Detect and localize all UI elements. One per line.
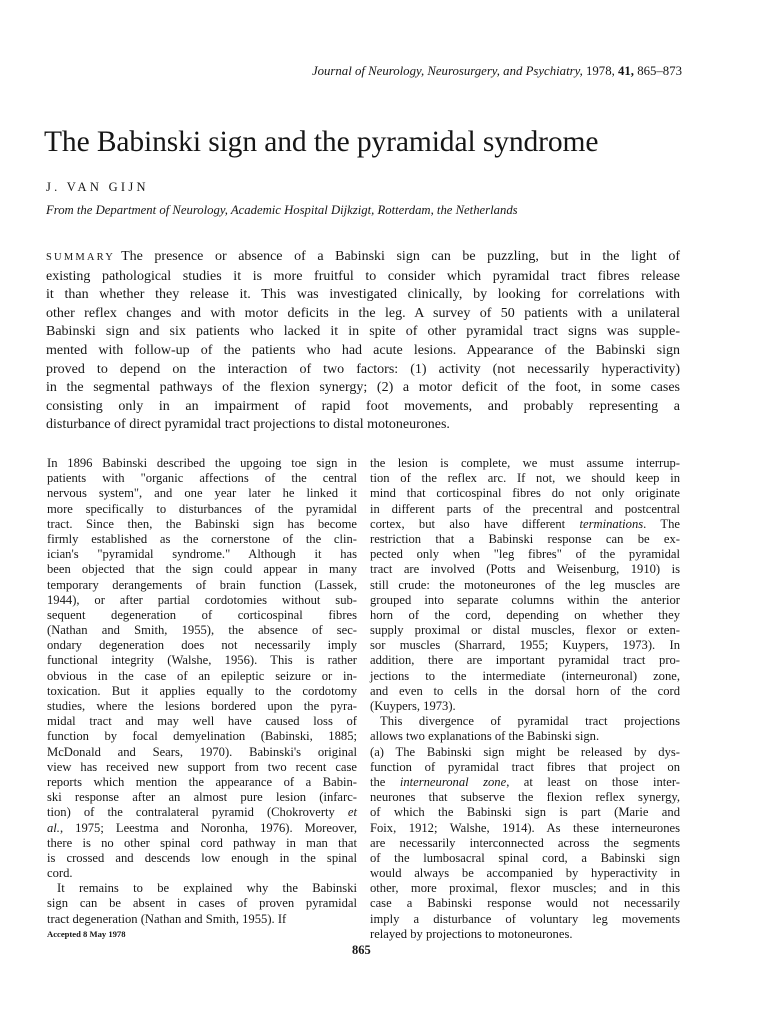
body-text-line: allows two explanations of the Babinski sign. [370,729,600,744]
summary-line: Babinski sign and six patients who lacked it in spite of other pyramidal tract signs was supple- [46,324,680,340]
body-text-line: 1944), or after partial cordotomies without sub- [47,592,357,607]
summary-line: other reflex changes and with motor deficits in the leg. A survey of 50 patients with a unilateral [46,305,680,321]
body-text-line: addition, there are important pyramidal tract pro- [370,653,680,668]
body-text-line: the interneuronal zone, at least on those inter- [370,774,680,789]
body-text-line: view has received new support from two recent case [47,759,357,774]
journal-name: Journal of Neurology, Neurosurgery, and Psychiatry, [311,64,583,78]
body-text-line: ondary degeneration does not necessarily imply [47,638,357,653]
body-text-line: horn of the cord, depending on whether they [370,607,680,622]
body-text-line: of which the Babinski sign is part (Marie and [370,805,680,820]
summary-line: existing pathological studies it is more fruitful to consider which pyramidal tract fibres release [46,268,680,284]
body-text-line: (Nathan and Smith, 1955), the absence of sec- [47,623,357,638]
author-affiliation: From the Department of Neurology, Academic Hospital Dijkzigt, Rotterdam, the Netherlands [46,203,518,217]
body-text-line: It remains to be explained why the Babinski [57,881,357,896]
body-text-line: are necessarily interconnected across the segments [370,835,680,850]
body-text-line: supply proximal or distal muscles, flexor or exten- [370,623,680,638]
body-text-line: This divergence of pyramidal tract projections [380,714,680,729]
summary-label: SUMMARY [46,252,116,263]
body-text-line: tract are involved (Potts and Weisenburg, 1910) is [370,562,680,577]
body-text-line: is crossed and descends low enough in the spinal [47,850,357,865]
body-text-line: sor muscles (Sharrard, 1955; Kuypers, 1973). In [370,638,680,653]
body-text-line: pected only when "leg fibres" of the pyramidal [370,547,680,562]
body-text-line: imply a disturbance of voluntary leg movements [370,911,680,926]
body-text-line: nervous system", and one year later he linked it [47,486,357,501]
summary-line: proved to depend on the interaction of two factors: (1) activity (not necessarily hyperactivity) [46,361,680,377]
summary-line: it than whether they release it. This was investigated clinically, by looking for correlations with [46,287,680,303]
body-text-line: there is no other spinal cord pathway in man that [47,835,357,850]
body-text-line: still crude: the motoneurones of the leg muscles are [370,577,680,592]
body-text-line: been objected that the sign could appear in many [47,562,357,577]
body-text-line: neurones that subserve the flexion reflex synergy, [370,790,680,805]
body-text-line: al., 1975; Leestma and Noronha, 1976). Moreover, [47,820,357,835]
journal-volume: 41, [618,64,634,78]
body-text-line: restriction that a Babinski response can be ex- [370,531,680,546]
body-text-line: McDonald and Sears, 1970). Babinski's original [47,744,357,759]
body-column-left [47,456,357,927]
summary-line: disturbance of direct pyramidal tract projections to distal motoneurones. [46,417,450,433]
summary-line: consisting only in an impairment of rapid foot movements, and probably representing a [46,398,680,414]
body-text-line: patients with "organic affections of the central [47,471,357,486]
body-text-line: more specifically to disturbances of the pyramidal [47,501,357,516]
body-text-line: and even to cells in the dorsal horn of the cord [370,683,680,698]
body-text-line: jections to the intermediate (interneuronal) zone, [370,668,680,683]
body-text-line: function of pyramidal tract fibres that project on [370,759,680,774]
body-text-line: the lesion is complete, we must assume interrup- [370,456,680,470]
body-text-line: tion) of the contralateral pyramid (Chokroverty et [47,805,357,820]
body-text-line: firmly established as the cornerstone of the clin- [47,531,357,546]
body-text-line: (Kuypers, 1973). [370,699,456,713]
body-text-line: mind that corticospinal fibres do not only originate [370,486,680,501]
body-text-line: tion of the reflex arc. If not, we should keep in [370,471,680,486]
body-text-line: ski response after an almost pure lesion (infarc- [47,790,357,805]
body-text-line: In 1896 Babinski described the upgoing toe sign in [47,456,357,470]
body-text-line: studies, where the lesions bordered upon the pyra- [47,699,357,713]
body-text-line: tract. Since then, the Babinski sign has become [47,516,357,531]
body-text-line: Foix, 1912; Walshe, 1914). As these interneurones [370,820,680,835]
body-text-line: sequent degeneration of corticospinal fibres [47,607,357,622]
body-text-line: other, more proximal, flexor muscles; and in this [370,881,680,896]
body-text-line: ician's "pyramidal syndrome." Although it has [47,547,357,562]
body-text-line: case a Babinski response would not necessarily [370,896,680,911]
body-text-line: sign can be absent in cases of proven pyramidal [47,896,357,911]
body-text-line: toxication. But it applies equally to the cordotomy [47,683,357,698]
article-title: The Babinski sign and the pyramidal syndrome [44,126,599,158]
body-text-line: (a) The Babinski sign might be released by dys- [370,744,680,759]
body-text-line: relayed by projections to motoneurones. [370,926,573,941]
journal-citation [312,64,682,79]
page-number: 865 [352,943,371,957]
body-text-line: midal tract and may well have caused loss of [47,714,357,729]
body-text-line: of the lumbosacral spinal cord, a Babinski sign [370,850,680,865]
body-text-line: obvious in the case of an epileptic seizure or in- [47,668,357,683]
summary-line: SUMMARY The presence or absence of a Babinski sign can be puzzling, but in the light of [46,249,680,264]
summary-abstract [46,248,680,435]
body-text-line: would always be accompanied by hyperactivity in [370,866,680,881]
body-text-line: function by focal demyelination (Babinski, 1885; [47,729,357,744]
accepted-date: Accepted 8 May 1978 [47,929,126,939]
body-text-line: grouped into separate columns within the anterior [370,592,680,607]
journal-pages: 865–873 [637,64,682,78]
body-text-line: cortex, but also have different terminations. The [370,516,680,531]
body-text-line: cord. [47,866,73,881]
summary-line: in the segmental pathways of the flexion synergy; (2) a motor deficit of the foot, in some cases [46,380,680,396]
author-name: J. VAN GIJN [46,180,149,194]
summary-line: mented with follow-up of the patients who had acute lesions. Appearance of the Babinski sign [46,342,680,358]
body-text-line: functional integrity (Walshe, 1956). This is rather [47,653,357,668]
body-text-line: temporary derangements of brain function (Lassek, [47,577,357,592]
body-text-line: in different parts of the precentral and postcentral [370,501,680,516]
body-text-line: reports which mention the appearance of a Babin- [47,774,357,789]
journal-year: 1978, [586,64,615,78]
body-column-right [370,456,680,942]
body-text-line: tract degeneration (Nathan and Smith, 1955). If [47,911,287,926]
